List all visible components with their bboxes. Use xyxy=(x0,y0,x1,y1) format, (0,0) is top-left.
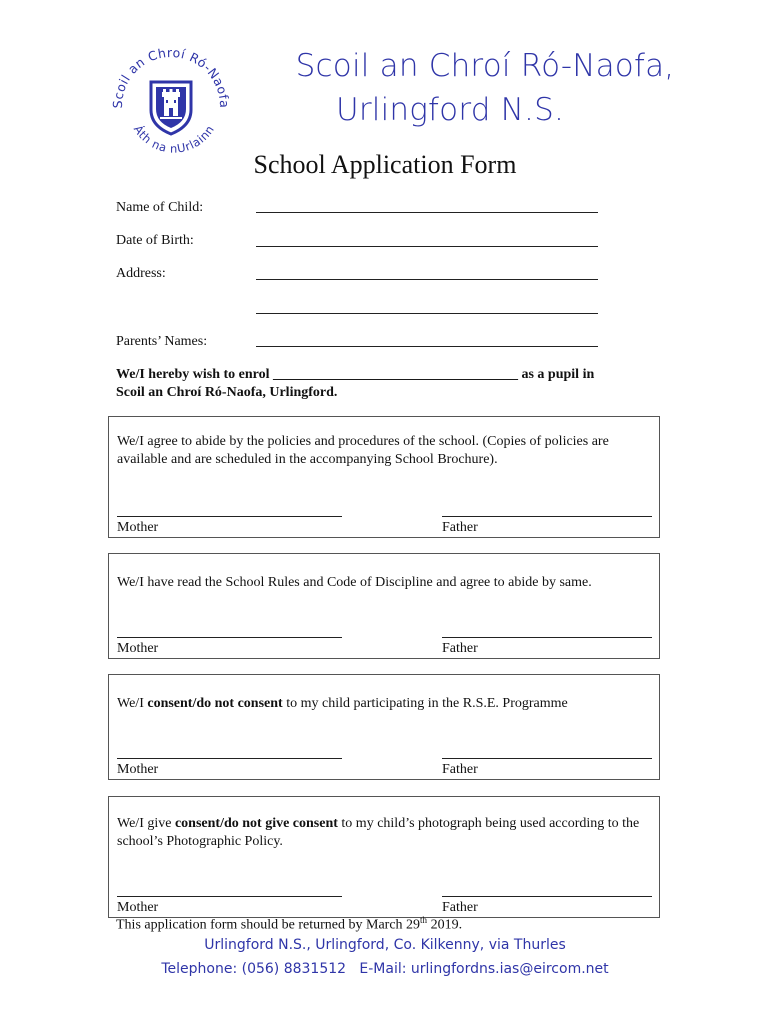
footer-contact: Telephone: (056) 8831512 E-Mail: urlingfordns.ias@eircom.net xyxy=(161,961,609,977)
policies-agreement-box xyxy=(108,416,660,538)
mother-signature-line[interactable] xyxy=(117,758,342,759)
photograph-consent-box xyxy=(108,796,660,918)
return-deadline-note: This application form should be returned by March 29th 2019. xyxy=(116,915,463,933)
name-of-child-line[interactable] xyxy=(256,212,598,213)
consent-choice: consent/do not consent xyxy=(147,696,283,711)
parents-names-label: Parents’ Names: xyxy=(116,334,208,349)
address-line-2[interactable] xyxy=(256,313,598,314)
mother-signature-line[interactable] xyxy=(117,516,342,517)
mother-label: Mother xyxy=(117,762,159,777)
shield-icon xyxy=(151,82,191,134)
rse-consent-text: We/I consent/do not consent to my child participating in the R.S.E. Programme xyxy=(117,696,568,711)
school-name-line2: Urlingford N.S. xyxy=(335,92,565,128)
father-label: Father xyxy=(442,762,478,777)
father-label: Father xyxy=(442,641,478,656)
rse-consent-box xyxy=(108,674,660,780)
mother-signature-line[interactable] xyxy=(117,896,342,897)
father-label: Father xyxy=(442,900,478,915)
logo-upper-arc-text: Scoil an Chroí Ró-Naofa xyxy=(109,44,233,109)
father-signature-line[interactable] xyxy=(442,758,652,759)
policies-agreement-text: We/I agree to abide by the policies and procedures of the school. (Copies of policies are available and are scheduled in the accompanying School Brochure). xyxy=(117,434,609,467)
date-of-birth-label: Date of Birth: xyxy=(116,233,194,248)
address-label: Address: xyxy=(116,266,166,281)
mother-label: Mother xyxy=(117,900,159,915)
footer-address: Urlingford N.S., Urlingford, Co. Kilkenny, via Thurles xyxy=(204,937,566,953)
mother-label: Mother xyxy=(117,641,159,656)
school-rules-text: We/I have read the School Rules and Code of Discipline and agree to abide by same. xyxy=(117,575,592,590)
logo-lower-arc-text: Áth na nUrlainn xyxy=(130,122,218,156)
father-signature-line[interactable] xyxy=(442,637,652,638)
enrol-line-1: We/I hereby wish to enrol ___________________________________ as a pupil in xyxy=(116,367,595,382)
father-signature-line[interactable] xyxy=(442,896,652,897)
school-crest-logo xyxy=(108,38,234,164)
enrol-line-2: Scoil an Chroí Ró-Naofa, Urlingford. xyxy=(116,385,338,400)
date-of-birth-line[interactable] xyxy=(256,246,598,247)
parents-names-line[interactable] xyxy=(256,346,598,347)
school-name-line1: Scoil an Chroí Ró-Naofa, xyxy=(295,48,675,84)
mother-label: Mother xyxy=(117,520,159,535)
father-signature-line[interactable] xyxy=(442,516,652,517)
consent-choice: consent/do not give consent xyxy=(174,816,338,831)
enrol-statement xyxy=(116,366,676,402)
father-label: Father xyxy=(442,520,478,535)
form-title: School Application Form xyxy=(253,150,517,179)
photograph-consent-text: We/I give consent/do not give consent to my child’s photograph being used according to the school’s Photographic Policy. xyxy=(117,816,640,849)
school-rules-box xyxy=(108,553,660,659)
mother-signature-line[interactable] xyxy=(117,637,342,638)
name-of-child-label: Name of Child: xyxy=(116,200,204,215)
address-line-1[interactable] xyxy=(256,279,598,280)
